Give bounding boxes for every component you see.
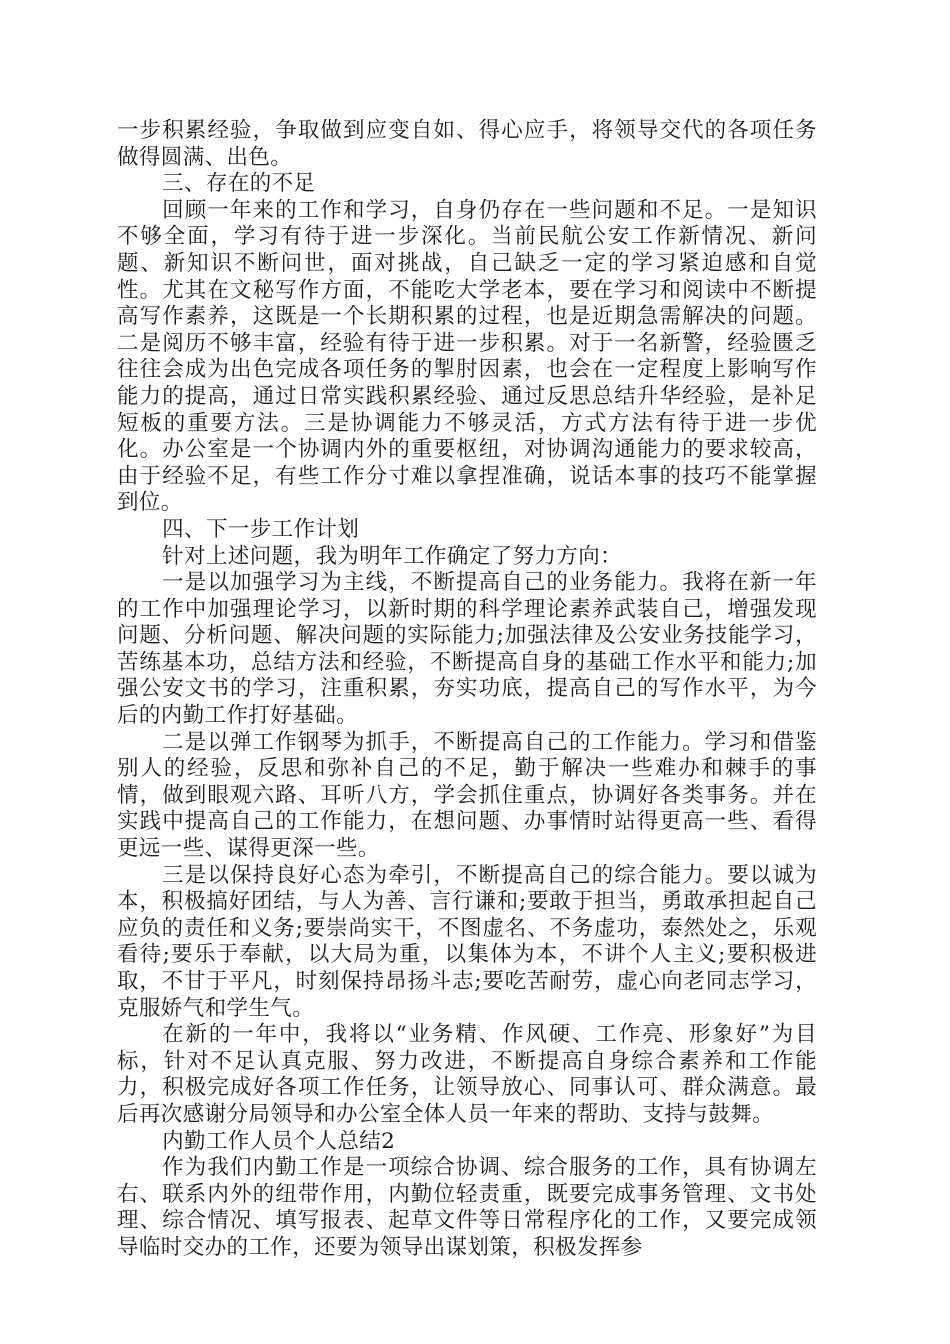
paragraph-new-year-goal: 在新的一年中，我将以“业务精、作风硬、工作亮、形象好”为目标，针对不足认真克服、努力改进，不断提高自身综合素养和工作能力，积极完成好各项工作任务，让领导放心、同事认可、群众满意。最后再次感谢分局领导和办公室全体人员一年来的帮助、支持与鼓舞。 bbox=[117, 1022, 817, 1127]
paragraph-intro-continuation: 一步积累经验，争取做到应变自如、得心应手，将领导交代的各项任务做得圆满、出色。 bbox=[117, 118, 817, 170]
section-heading-summary-2: 内勤工作人员个人总结2 bbox=[162, 1128, 396, 1154]
paragraph-plan-intro: 针对上述问题，我为明年工作确定了努力方向： bbox=[162, 543, 623, 569]
paragraph-shortcomings: 回顾一年来的工作和学习，自身仍存在一些问题和不足。一是知识不够全面，学习有待于进一步深化。当前民航公安工作新情况、新问题、新知识不断问世，面对挑战，自己缺乏一定的学习紧迫感和自觉性。尤其在文秘写作方面，不能吃大学老本，要在学习和阅读中不断提高写作素养，这既是一个长期积累的过程，也是近期急需解决的问题。二是阅历不够丰富，经验有待于进一步积累。对于一名新警，经验匮乏往往会成为出色完成各项任务的掣肘因素，也会在一定程度上影响写作能力的提高，通过日常实践积累经验、通过反思总结升华经验，是补足短板的重要方法。三是协调能力不够灵活，方式方法有待于进一步优化。办公室是一个协调内外的重要枢纽，对协调沟通能力的要求较高，由于经验不足，有些工作分寸难以拿捏准确，说话本事的技巧不能掌握到位。 bbox=[117, 197, 817, 516]
section-heading-next-plan: 四、下一步工作计划 bbox=[162, 516, 360, 542]
paragraph-plan-study: 一是以加强学习为主线，不断提高自己的业务能力。我将在新一年的工作中加强理论学习，以新时期的科学理论素养武装自己，增强发现问题、分析问题、解决问题的实际能力;加强法律及公安业务技能学习，苦练基本功，总结方法和经验，不断提高自身的基础工作水平和能力;加强公安文书的学习，注重积累，夯实功底，提高自己的写作水平，为今后的内勤工作打好基础。 bbox=[117, 570, 817, 729]
paragraph-plan-mindset: 三是以保持良好心态为牵引，不断提高自己的综合能力。要以诚为本，积极搞好团结，与人为善、言行谦和;要敢于担当，勇敢承担起自己应负的责任和义务;要崇尚实干，不图虚名、不务虚功，泰然处之，乐观看待;要乐于奉献，以大局为重，以集体为本，不讲个人主义;要积极进取，不甘于平凡，时刻保持昂扬斗志;要吃苦耐劳，虚心向老同志学习，克服娇气和学生气。 bbox=[117, 862, 817, 1021]
section-heading-shortcomings: 三、存在的不足 bbox=[162, 171, 316, 197]
paragraph-plan-work-ability: 二是以弹工作钢琴为抓手，不断提高自己的工作能力。学习和借鉴别人的经验，反思和弥补自己的不足，勤于解决一些难办和棘手的事情，做到眼观六路、耳听八方，学会抓住重点，协调好各类事务。并在实践中提高自己的工作能力，在想问题、办事情时站得更高一些、看得更远一些、谋得更深一些。 bbox=[117, 729, 817, 862]
document-body bbox=[117, 118, 817, 1262]
paragraph-summary-2-intro: 作为我们内勤工作是一项综合协调、综合服务的工作，具有协调左右、联系内外的纽带作用，内勤位轻责重，既要完成事务管理、文书处理、综合情况、填写报表、起草文件等日常程序化的工作，又要完成领导临时交办的工作，还要为领导出谋划策，积极发挥参 bbox=[117, 1155, 817, 1260]
